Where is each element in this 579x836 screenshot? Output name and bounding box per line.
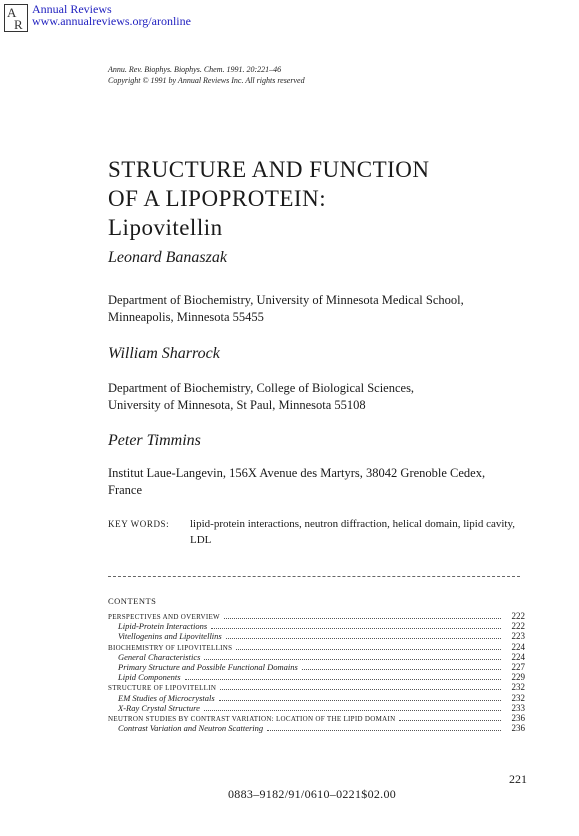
toc-entry[interactable] xyxy=(108,621,525,631)
toc-entry-title: General Characteristics xyxy=(118,651,201,662)
copyright-line: Copyright © 1991 by Annual Reviews Inc. All rights reserved xyxy=(108,76,305,85)
toc-leader-dots xyxy=(211,628,501,629)
keywords-label: KEY WORDS: xyxy=(108,519,170,529)
toc-entry-title: PERSPECTIVES AND OVERVIEW xyxy=(108,613,220,621)
toc-entry[interactable] xyxy=(108,703,525,713)
affiliation-line: Department of Biochemistry, University of Minnesota Medical School, xyxy=(108,293,464,307)
footer-code: 0883–9182/91/0610–0221$02.00 xyxy=(228,787,397,801)
toc-entry-title: STRUCTURE OF LIPOVITELLIN xyxy=(108,684,217,693)
toc-entry[interactable] xyxy=(108,723,525,733)
toc-leader-dots xyxy=(399,720,501,721)
toc-leader-dots xyxy=(236,649,501,650)
author-name: Leonard Banaszak xyxy=(108,249,227,266)
keywords xyxy=(108,516,528,548)
title-line: Lipovitellin xyxy=(108,215,223,240)
toc-leader-dots xyxy=(219,700,501,701)
toc-entry-page: 232 xyxy=(511,692,525,703)
citation-line: Annu. Rev. Biophys. Biophys. Chem. 1991. 20:221–46 xyxy=(108,65,282,74)
toc-entry-page: 233 xyxy=(511,702,525,713)
toc-entry-page: 227 xyxy=(511,661,525,672)
toc-entry-title: Primary Structure and Possible Functional Domains xyxy=(118,661,298,672)
toc-entry[interactable] xyxy=(108,662,525,672)
toc-entry-title: Lipid-Protein Interactions xyxy=(118,621,208,632)
toc-entry[interactable] xyxy=(108,652,525,662)
toc-leader-dots xyxy=(267,730,501,731)
toc-leader-dots xyxy=(224,618,501,619)
svg-text:A: A xyxy=(7,5,17,20)
toc-entry[interactable] xyxy=(108,631,525,641)
toc-entry-title: Lipid Components xyxy=(118,672,181,683)
url-link[interactable]: www.annualreviews.org/aronline xyxy=(32,14,191,28)
toc-entry-title: Contrast Variation and Neutron Scattering xyxy=(118,723,264,734)
toc-entry-page: 232 xyxy=(511,682,525,693)
toc-entry[interactable] xyxy=(108,682,525,692)
contents-heading: CONTENTS xyxy=(108,596,157,606)
annual-reviews-logo xyxy=(4,4,28,32)
toc-entry-page: 229 xyxy=(511,672,525,683)
toc-entry-title: BIOCHEMISTRY OF LIPOVITELLINS xyxy=(108,643,233,652)
toc-leader-dots xyxy=(220,689,501,690)
toc-leader-dots xyxy=(204,710,501,711)
toc-leader-dots xyxy=(226,638,501,639)
toc-leader-dots xyxy=(204,659,501,660)
affiliation-line: Minneapolis, Minnesota 55455 xyxy=(108,310,264,324)
toc-entry-page: 224 xyxy=(511,641,525,652)
toc-entry-page: 223 xyxy=(511,631,525,642)
toc-entry-title: NEUTRON STUDIES BY CONTRAST VARIATION: LOCATION OF THE LIPID DOMAIN xyxy=(108,714,396,723)
toc-entry-title: EM Studies of Microcrystals xyxy=(118,692,215,703)
toc-entry-page: 224 xyxy=(511,651,525,662)
affiliation-line: Institut Laue-Langevin, 156X Avenue des Martyrs, 38042 Grenoble Cedex, xyxy=(108,466,486,480)
toc-leader-dots xyxy=(185,679,501,680)
author-name: Peter Timmins xyxy=(108,432,201,449)
title-line: STRUCTURE AND FUNCTION xyxy=(108,157,430,182)
toc-entry-page: 222 xyxy=(511,611,525,621)
affiliation-line: University of Minnesota, St Paul, Minnesota 55108 xyxy=(108,398,366,412)
section-divider xyxy=(108,576,520,578)
page-number: 221 xyxy=(509,772,527,786)
toc-entry[interactable] xyxy=(108,713,525,723)
toc-entry-page: 222 xyxy=(511,621,525,632)
toc-entry[interactable] xyxy=(108,611,525,621)
affiliation-line: Department of Biochemistry, College of Biological Sciences, xyxy=(108,381,415,395)
article-title xyxy=(108,155,430,242)
toc-entry[interactable] xyxy=(108,642,525,652)
toc-leader-dots xyxy=(302,669,501,670)
keywords-text: lipid-protein interactions, neutron diffraction, helical domain, lipid cavity, LDL xyxy=(190,518,516,546)
toc-entry-page: 236 xyxy=(511,712,525,723)
header-links xyxy=(32,3,191,27)
table-of-contents xyxy=(108,611,525,733)
toc-entry-page: 236 xyxy=(511,723,525,734)
toc-entry[interactable] xyxy=(108,693,525,703)
author-affiliation xyxy=(108,465,528,499)
author-name: William Sharrock xyxy=(108,345,220,362)
toc-entry[interactable] xyxy=(108,672,525,682)
toc-entry-title: X-Ray Crystal Structure xyxy=(118,702,200,713)
author-affiliation xyxy=(108,292,528,326)
citation xyxy=(108,64,305,86)
svg-text:R: R xyxy=(14,17,23,32)
author-affiliation xyxy=(108,380,528,414)
toc-entry-title: Vitellogenins and Lipovitellins xyxy=(118,631,222,642)
affiliation-line: France xyxy=(108,483,143,497)
title-line: OF A LIPOPROTEIN: xyxy=(108,186,327,211)
publisher-link[interactable]: Annual Reviews xyxy=(32,2,112,16)
